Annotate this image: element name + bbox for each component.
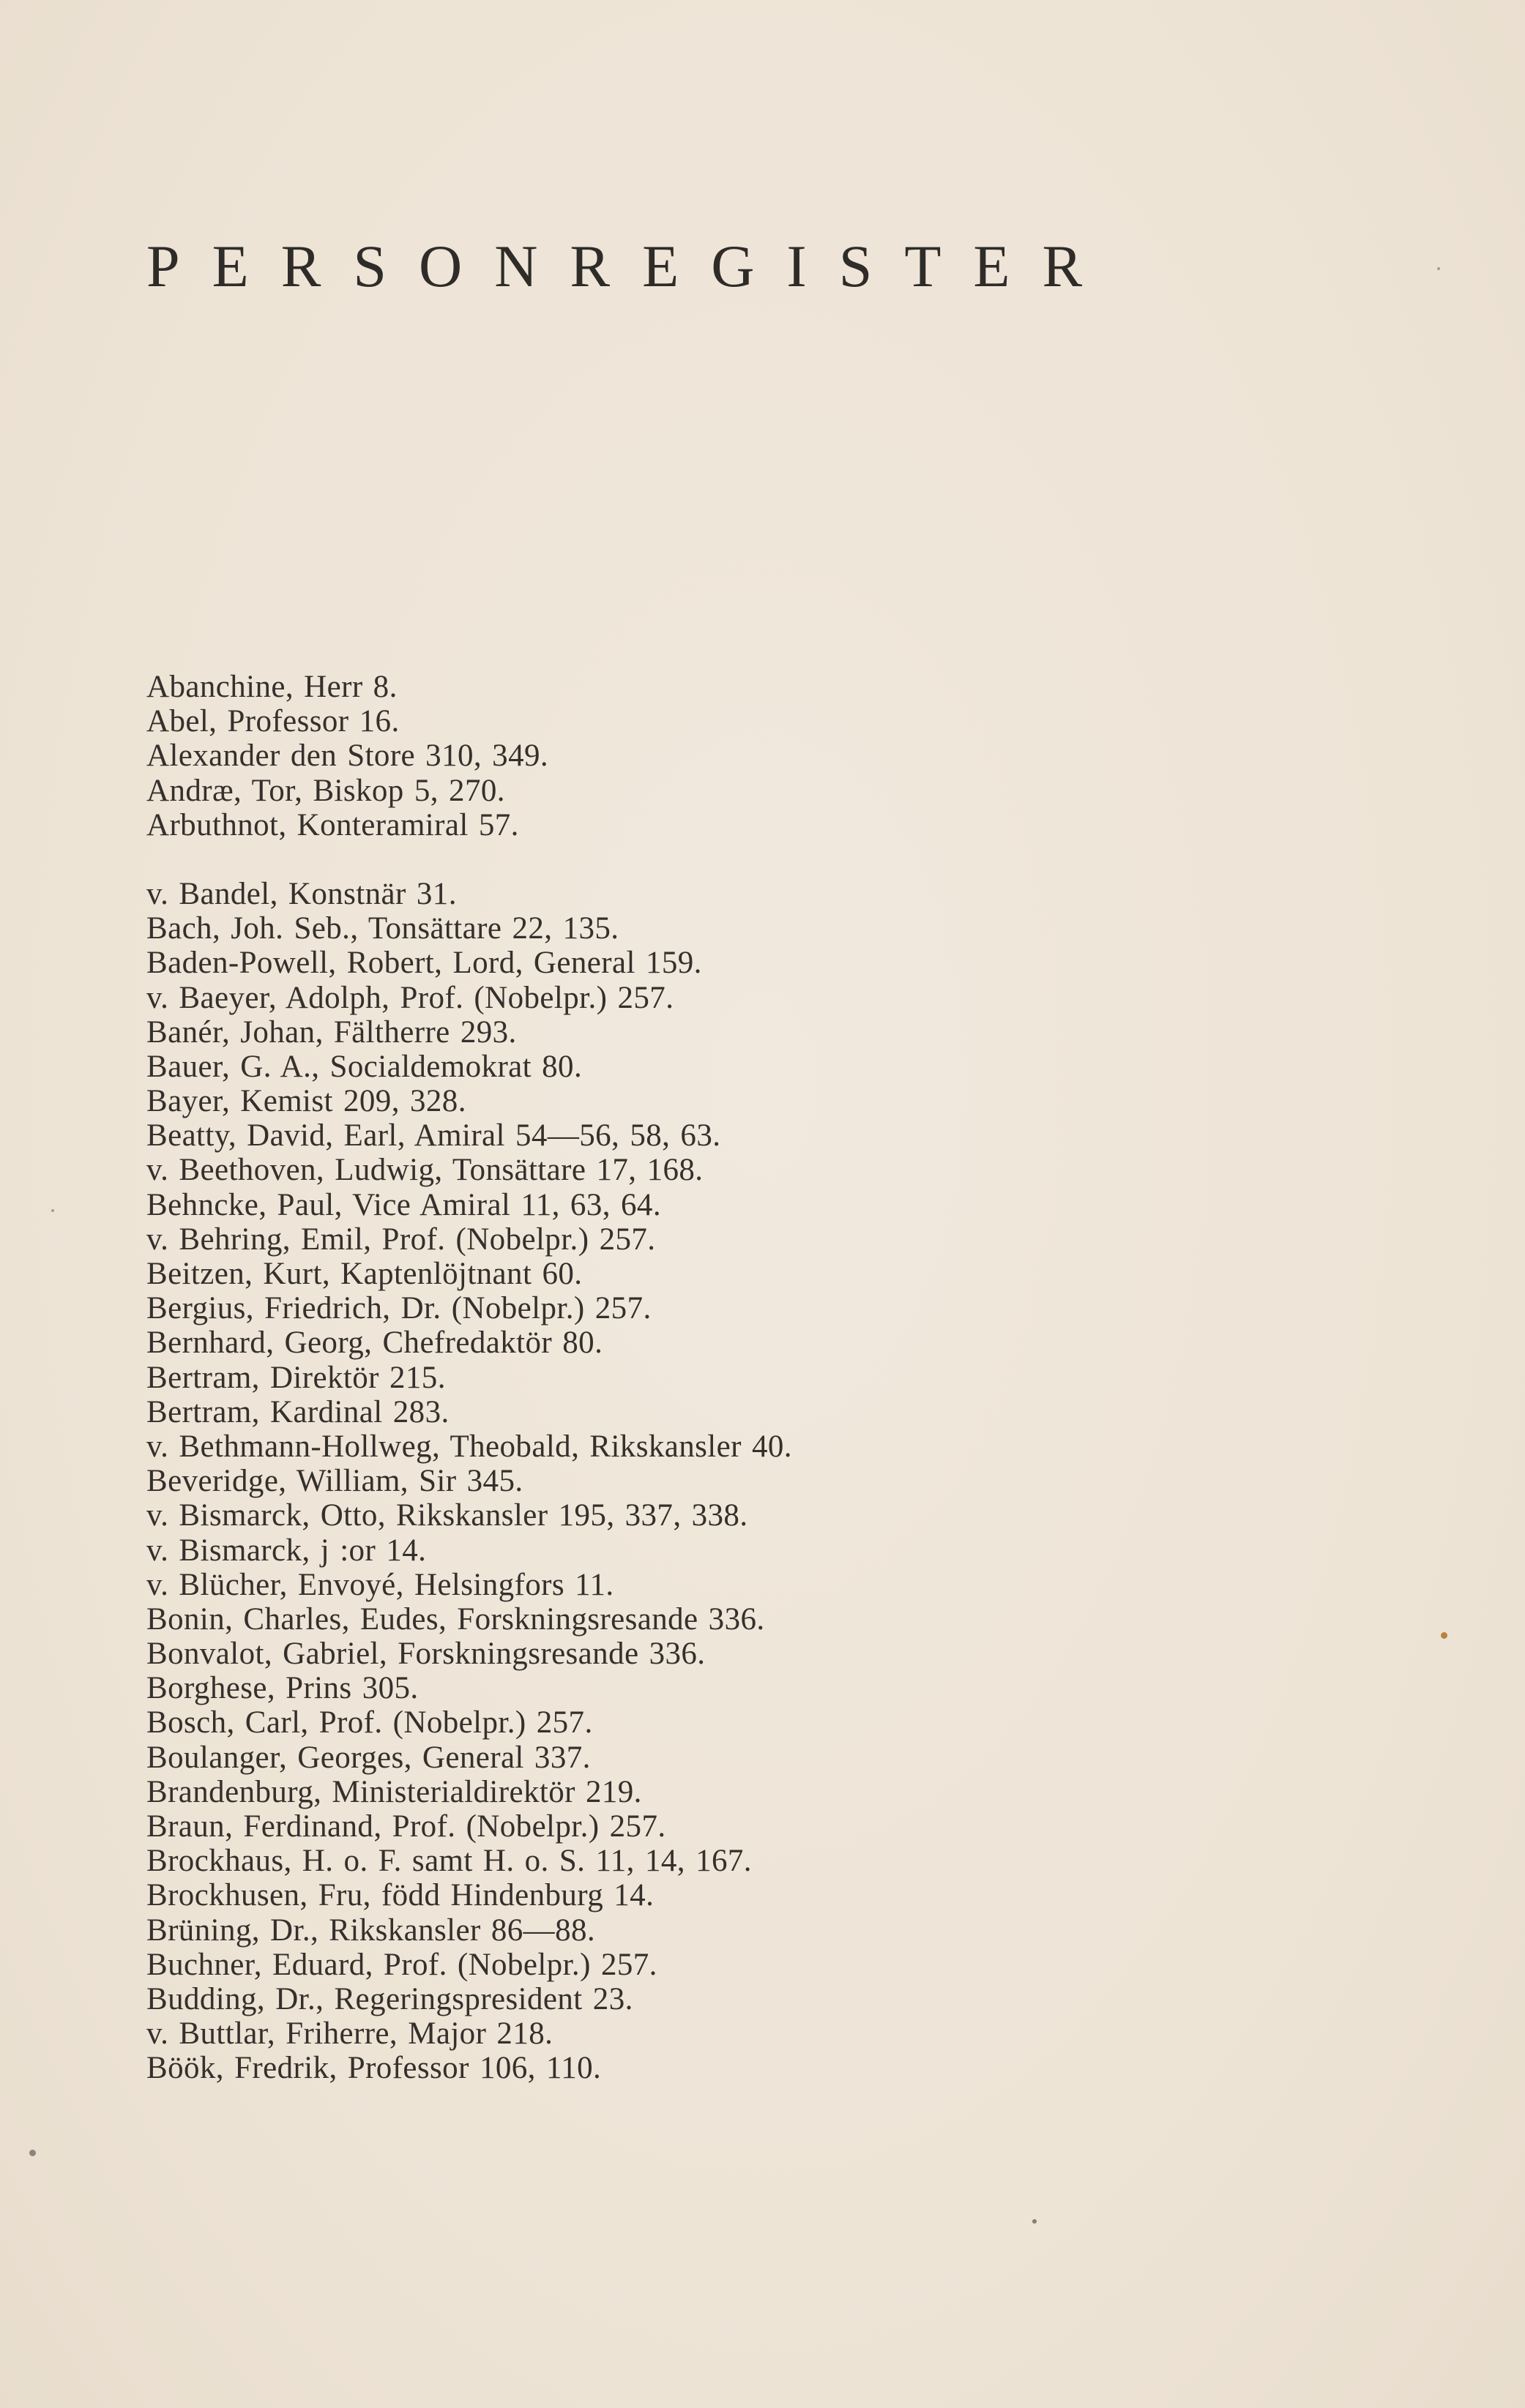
index-entry: Bergius, Friedrich, Dr. (Nobelpr.) 257. [146, 1291, 652, 1326]
index-entry: Brockhaus, H. o. F. samt H. o. S. 11, 14, 167. [146, 1844, 752, 1879]
index-entry: Andræ, Tor, Biskop 5, 270. [146, 773, 505, 808]
index-entry: Beveridge, William, Sir 345. [146, 1464, 523, 1499]
paper-speck [1441, 1632, 1447, 1639]
paper-speck [51, 1209, 54, 1212]
index-entry: v. Bandel, Konstnär 31. [146, 876, 457, 911]
index-entry: Baden-Powell, Robert, Lord, General 159. [146, 946, 702, 981]
index-entry: Beitzen, Kurt, Kaptenlöjtnant 60. [146, 1257, 583, 1291]
index-entry: Bonin, Charles, Eudes, Forskningsresande 336. [146, 1601, 765, 1637]
index-entry: v. Baeyer, Adolph, Prof. (Nobelpr.) 257. [146, 980, 674, 1015]
index-entry: Brandenburg, Ministerialdirektör 219. [146, 1774, 642, 1809]
index-entry: v. Bethmann-Hollweg, Theobald, Rikskansler 40. [146, 1429, 792, 1464]
index-entry: Bertram, Direktör 215. [146, 1360, 446, 1395]
index-entry: v. Bismarck, j :or 14. [146, 1533, 427, 1568]
index-entry: v. Blücher, Envoyé, Helsingfors 11. [146, 1567, 614, 1602]
index-entry: Arbuthnot, Konteramiral 57. [146, 807, 519, 842]
index-entry: v. Bismarck, Otto, Rikskansler 195, 337, 338. [146, 1498, 748, 1533]
index-entry: Bayer, Kemist 209, 328. [146, 1084, 466, 1119]
index-entry: Braun, Ferdinand, Prof. (Nobelpr.) 257. [146, 1809, 666, 1844]
index-entry: Beatty, David, Earl, Amiral 54—56, 58, 63. [146, 1118, 721, 1153]
index-entry: Behncke, Paul, Vice Amiral 11, 63, 64. [146, 1187, 661, 1222]
index-entry: Bach, Joh. Seb., Tonsättare 22, 135. [146, 911, 619, 946]
index-entry: Bertram, Kardinal 283. [146, 1394, 450, 1429]
index-entry: Bauer, G. A., Socialdemokrat 80. [146, 1049, 583, 1084]
index-entry: v. Beethoven, Ludwig, Tonsättare 17, 168. [146, 1153, 704, 1188]
page-title: PERSONREGISTER [146, 233, 1115, 299]
index-entry: Banér, Johan, Fältherre 293. [146, 1014, 517, 1050]
index-entry: Brockhusen, Fru, född Hindenburg 14. [146, 1878, 655, 1913]
paper-speck [1032, 2219, 1037, 2224]
index-entry: Borghese, Prins 305. [146, 1671, 419, 1706]
index-entry: Alexander den Store 310, 349. [146, 739, 549, 774]
paper-speck [1437, 267, 1440, 270]
index-entry: Boulanger, Georges, General 337. [146, 1740, 591, 1775]
index-entry: Buchner, Eduard, Prof. (Nobelpr.) 257. [146, 1947, 657, 1982]
index-entry: v. Behring, Emil, Prof. (Nobelpr.) 257. [146, 1222, 656, 1257]
index-entry: Bernhard, Georg, Chefredaktör 80. [146, 1325, 603, 1361]
index-entry: Brüning, Dr., Rikskansler 86—88. [146, 1912, 596, 1948]
paper-speck [29, 2150, 36, 2156]
index-list [146, 670, 792, 2086]
index-entry: Bosch, Carl, Prof. (Nobelpr.) 257. [146, 1705, 593, 1740]
index-entry: Abanchine, Herr 8. [146, 670, 398, 704]
index-entry: Bonvalot, Gabriel, Forskningsresande 336. [146, 1637, 706, 1672]
index-entry: Budding, Dr., Regeringspresident 23. [146, 1981, 633, 2016]
index-entry: Abel, Professor 16. [146, 704, 400, 739]
index-entry: Böök, Fredrik, Professor 106, 110. [146, 2051, 602, 2086]
index-entry: v. Buttlar, Friherre, Major 218. [146, 2016, 553, 2052]
